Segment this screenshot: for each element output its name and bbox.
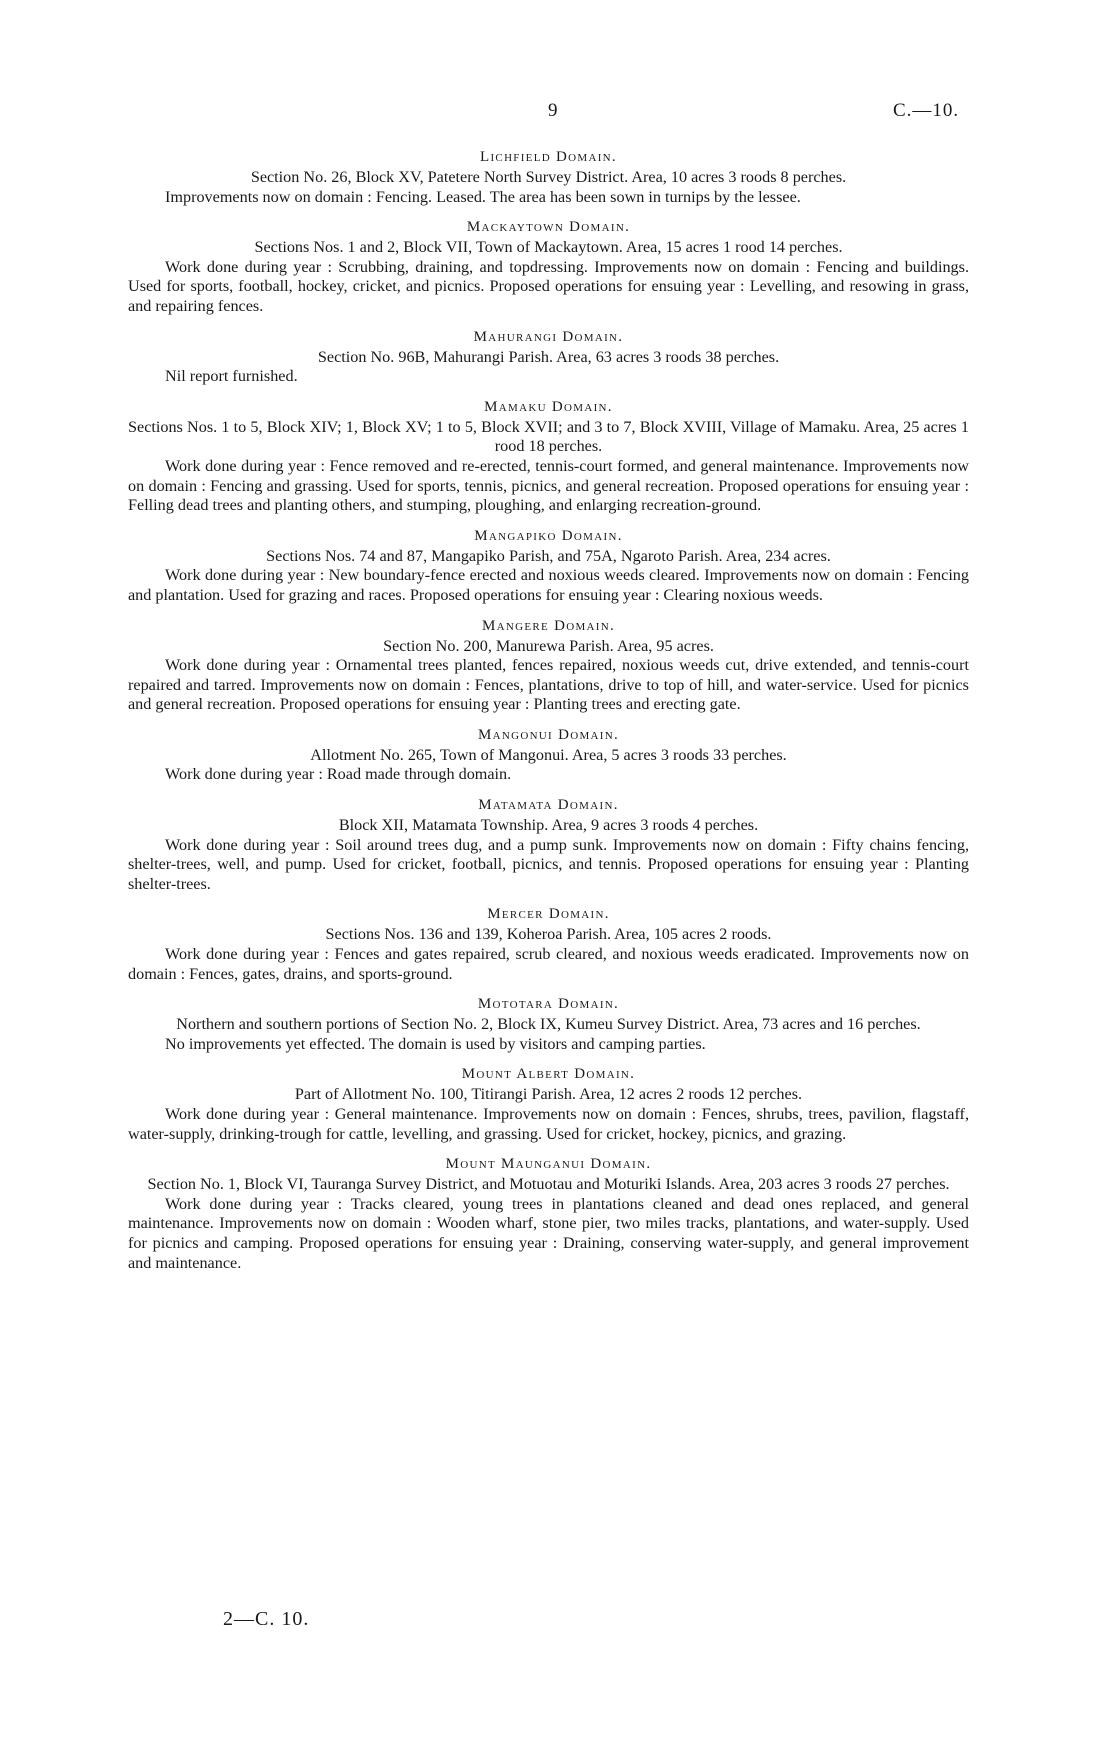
section-heading: Mount Maunganui Domain. <box>445 1156 652 1173</box>
section-heading: Mangere Domain. <box>481 617 616 634</box>
page-body <box>128 148 969 1284</box>
section-location: Sections Nos. 136 and 139, Koheroa Parish. Area, 105 acres 2 roods. <box>325 925 772 944</box>
section-paragraph: Work done during year : Ornamental trees planted, fences repaired, noxious weeds cut, drive extended, and tennis-court repaired and tarred. Improvements now on domain : Fences, plantations, drive to top of hill, and water-service. Used for picnics and general recreation. Proposed operations for ensuing year : Planting trees and erecting gate. <box>128 656 969 714</box>
domain-section <box>128 905 969 984</box>
section-heading: Matamata Domain. <box>478 797 619 814</box>
section-location: Sections Nos. 1 and 2, Block VII, Town of Mackaytown. Area, 15 acres 1 rood 14 perches. <box>254 238 843 257</box>
section-location: Sections Nos. 74 and 87, Mangapiko Parish, and 75A, Ngaroto Parish. Area, 234 acres. <box>266 546 831 565</box>
domain-section <box>128 796 969 894</box>
section-heading: Mackaytown Domain. <box>466 219 631 236</box>
section-paragraph: Work done during year : Soil around trees dug, and a pump sunk. Improvements now on domain : Fifty chains fencing, shelter-trees, well, and pump. Used for cricket, football, picnics, and tennis. Proposed operations for ensuing year : Planting shelter-trees. <box>128 835 969 893</box>
section-heading: Mercer Domain. <box>487 906 610 923</box>
document-code: C.—10. <box>893 100 960 121</box>
section-paragraph: Work done during year : Tracks cleared, young trees in plantations cleaned and dead ones replaced, and general maintenance. Improvements now on domain : Wooden wharf, stone pier, two miles tracks, plantations, and water-supply. Used for picnics and camping. Proposed operations for ensuing year : Draining, conserving water-supply, and general improvement and maintenance. <box>128 1194 969 1272</box>
section-heading: Mamaku Domain. <box>484 398 613 415</box>
section-paragraph: Work done during year : General maintenance. Improvements now on domain : Fences, shrubs, trees, pavilion, flagstaff, water-supply, drinking-trough for cattle, levelling, and grassing. Used for cricket, hockey, picnics, and grazing. <box>128 1105 969 1143</box>
section-location: Section No. 1, Block VI, Tauranga Survey District, and Motuotau and Moturiki Islands. Area, 203 acres 3 roods 27 perches. <box>147 1175 950 1194</box>
domain-section <box>128 398 969 516</box>
section-heading: Mahurangi Domain. <box>473 328 624 345</box>
section-location: Section No. 200, Manurewa Parish. Area, 95 acres. <box>383 636 714 655</box>
page-number: 9 <box>548 100 558 121</box>
section-heading: Mototara Domain. <box>477 996 620 1013</box>
section-paragraph: Work done during year : Road made through domain. <box>165 765 512 784</box>
section-heading: Mangonui Domain. <box>477 726 620 743</box>
domain-section <box>128 1065 969 1144</box>
section-location: Section No. 26, Block XV, Patetere North Survey District. Area, 10 acres 3 roods 8 perches. <box>250 168 847 186</box>
section-location: Northern and southern portions of Section No. 2, Block IX, Kumeu Survey District. Area, 73 acres and 16 perches. <box>176 1015 921 1034</box>
section-location: Sections Nos. 1 to 5, Block XIV; 1, Block XV; 1 to 5, Block XVII; and 3 to 7, Block XVIII, Village of Mamaku. Area, 25 acres 1 rood 18 perches. <box>128 417 969 456</box>
section-paragraph: Work done during year : Fence removed and re-erected, tennis-court formed, and general maintenance. Improvements now on domain : Fencing and grassing. Used for sports, tennis, picnics, and general recreation. Proposed operations for ensuing year : Felling dead trees and planting others, and stumping, ploughing, and enlarging recreation-ground. <box>128 456 969 515</box>
section-location: Section No. 96B, Mahurangi Parish. Area, 63 acres 3 roods 38 perches. <box>317 347 780 366</box>
domain-section <box>128 218 969 316</box>
section-location: Part of Allotment No. 100, Titirangi Parish. Area, 12 acres 2 roods 12 perches. <box>294 1085 803 1104</box>
section-location: Block XII, Matamata Township. Area, 9 acres 3 roods 4 perches. <box>338 816 759 835</box>
domain-section <box>128 617 969 715</box>
domain-section <box>128 527 969 606</box>
section-heading: Mount Albert Domain. <box>461 1066 636 1083</box>
signature-mark: 2—C. 10. <box>223 1608 310 1630</box>
section-paragraph: Work done during year : New boundary-fence erected and noxious weeds cleared. Improvements now on domain : Fencing and plantation. Used for grazing and races. Proposed operations for ensuing year : Clearing noxious weeds. <box>128 566 969 604</box>
section-paragraph: Work done during year : Scrubbing, draining, and topdressing. Improvements now on domain : Fencing and buildings. Used for sports, football, hockey, cricket, and picnics. Proposed operations for ensuing year : Levelling, and resowing in grass, and repairing fences. <box>128 257 969 315</box>
section-location: Allotment No. 265, Town of Mangonui. Area, 5 acres 3 roods 33 perches. <box>310 745 787 764</box>
domain-section <box>128 726 969 785</box>
domain-section <box>128 328 969 387</box>
section-paragraph: Improvements now on domain : Fencing. Leased. The area has been sown in turnips by the lessee. <box>165 187 801 206</box>
section-paragraph: Work done during year : Fences and gates repaired, scrub cleared, and noxious weeds eradicated. Improvements now on domain : Fences, gates, drains, and sports-ground. <box>128 945 969 983</box>
section-heading: Mangapiko Domain. <box>474 527 623 544</box>
section-paragraph: No improvements yet effected. The domain is used by visitors and camping parties. <box>165 1034 706 1053</box>
domain-section <box>128 148 969 207</box>
domain-section <box>128 995 969 1054</box>
domain-section <box>128 1155 969 1273</box>
section-paragraph: Nil report furnished. <box>165 367 298 386</box>
section-heading: Lichfield Domain. <box>480 149 617 165</box>
